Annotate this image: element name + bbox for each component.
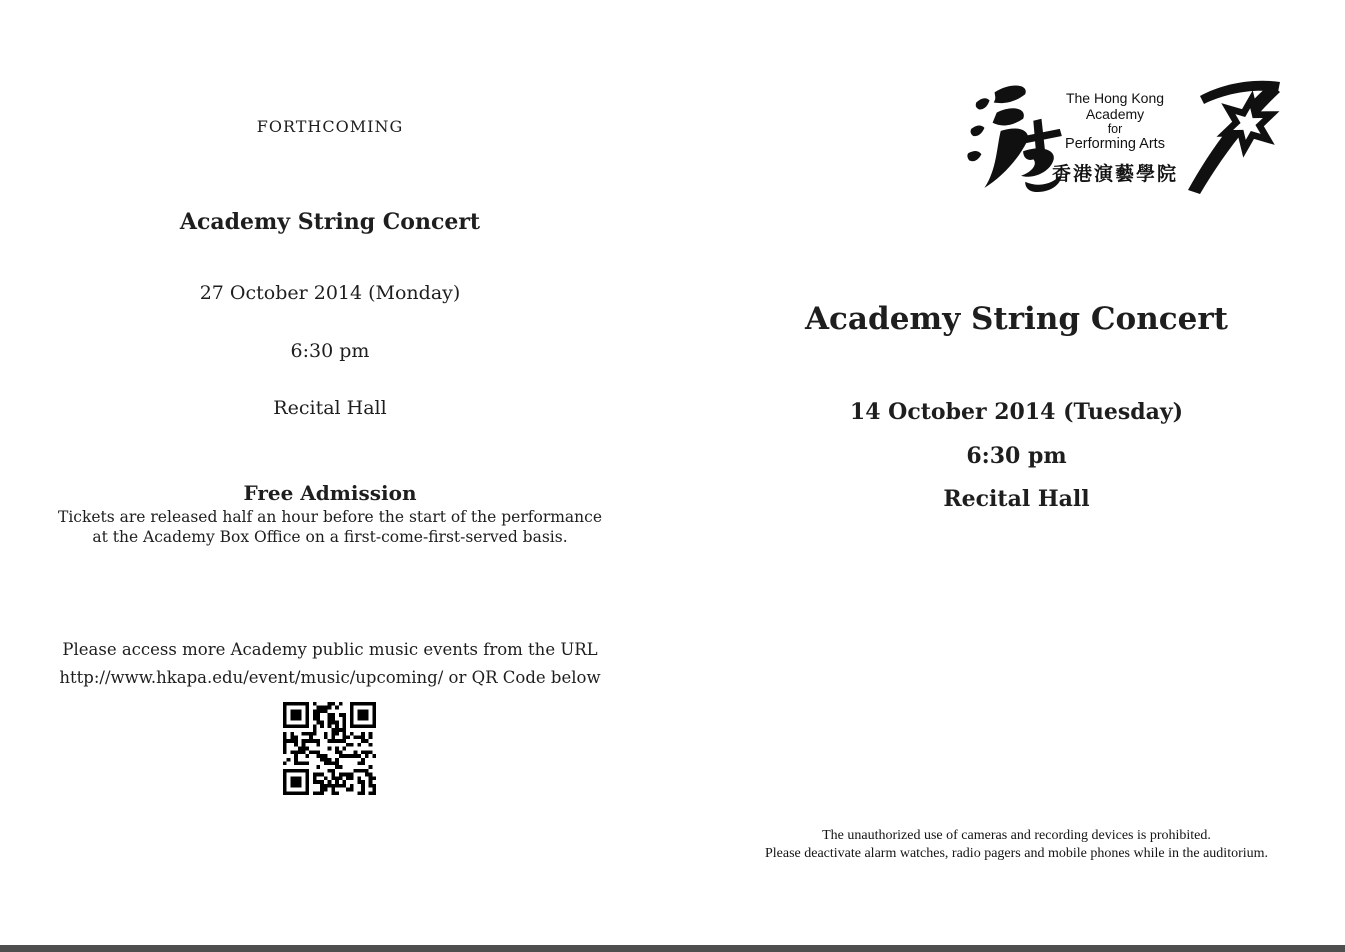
left-event-time: 6:30 pm	[290, 340, 370, 362]
more-events-text	[0, 636, 660, 692]
notice-line2: Please deactivate alarm watches, radio pagers and mobile phones while in the auditorium.	[764, 846, 1269, 861]
qr-code	[283, 702, 376, 795]
free-admission-text	[0, 508, 660, 547]
hkapa-logo-text	[1038, 90, 1192, 186]
right-event-time: 6:30 pm	[966, 443, 1067, 469]
logo-name-en-line1: The Hong Kong Academy	[1065, 90, 1165, 122]
logo-name-en-line3: Performing Arts	[1065, 136, 1165, 152]
left-event-date: 27 October 2014 (Monday)	[199, 282, 461, 304]
right-event-date: 14 October 2014 (Tuesday)	[849, 399, 1184, 425]
more-events-url-line: http://www.hkapa.edu/event/music/upcoming/ or QR Code below	[59, 668, 601, 687]
logo-name-chinese: 香港演藝學院	[1051, 163, 1178, 185]
star-brush-icon	[1186, 66, 1286, 194]
scan-edge-bar	[0, 945, 1345, 952]
right-event-venue: Recital Hall	[943, 486, 1090, 512]
free-admission-line1: Tickets are released half an hour before the start of the performance	[58, 508, 602, 526]
house-rules-notice	[688, 827, 1345, 863]
right-event-title: Academy String Concert	[805, 301, 1228, 337]
free-admission-heading: Free Admission	[243, 481, 417, 505]
more-events-line1: Please access more Academy public music events from the URL	[62, 640, 598, 659]
left-event-venue: Recital Hall	[273, 397, 387, 419]
logo-name-en-line2: for	[1107, 122, 1123, 136]
notice-line1: The unauthorized use of cameras and recording devices is prohibited.	[822, 828, 1211, 843]
free-admission-line2: at the Academy Box Office on a first-come-first-served basis.	[92, 527, 568, 546]
left-event-title: Academy String Concert	[179, 209, 481, 235]
section-label: FORTHCOMING	[256, 117, 404, 136]
